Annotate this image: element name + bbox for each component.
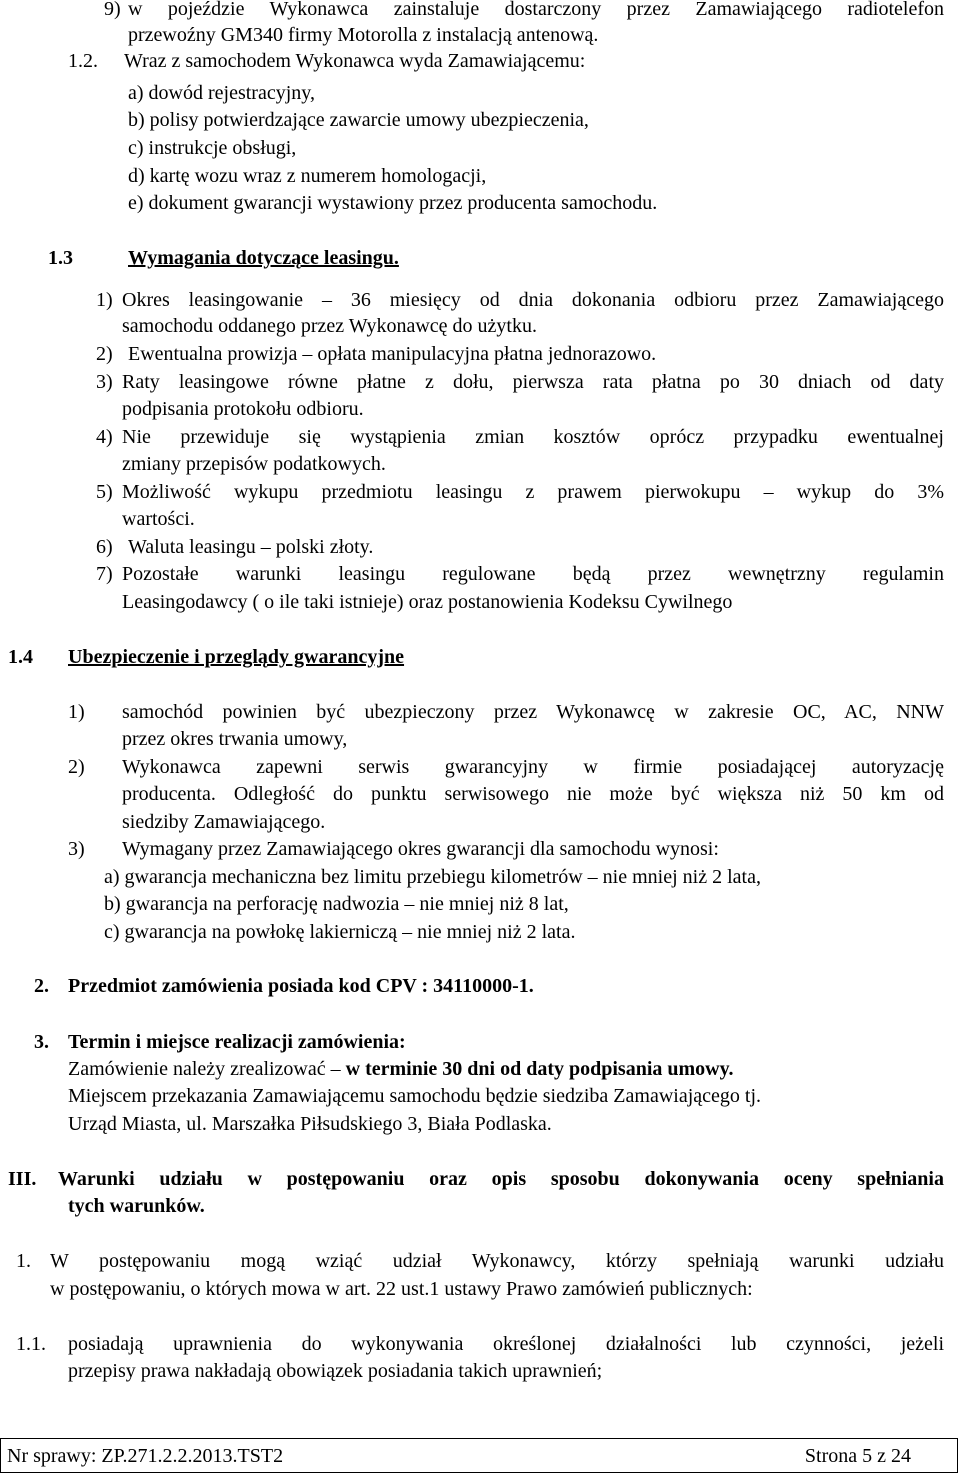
leasing-item-line: Leasingodawcy ( o ile taki istnieje) oraz postanowienia Kodeksu Cywilnego	[122, 591, 733, 613]
section-1-3-title: Wymagania dotyczące leasingu.	[128, 247, 399, 269]
item-9-line-1: w pojeździe Wykonawca zainstaluje dostarczony przez Zamawiającego radiotelefon	[128, 0, 944, 20]
insurance-item-number: 1)	[68, 701, 85, 723]
section-3-line-3: Urząd Miasta, ul. Marszałka Piłsudskiego 3, Biała Podlaska.	[68, 1113, 552, 1135]
list-item: d) kartę wozu wraz z numerem homologacji,	[128, 165, 487, 187]
leasing-item-line: Ewentualna prowizja – opłata manipulacyjna płatna jednorazowo.	[128, 343, 657, 365]
section-1-2-number: 1.2.	[68, 50, 98, 72]
leasing-item-line: Okres leasingowanie – 36 miesięcy od dnia dokonania odbioru przez Zamawiającego	[122, 289, 944, 311]
paragraph-1-line-2: w postępowaniu, o których mowa w art. 22 ust.1 ustawy Prawo zamówień publicznych:	[50, 1278, 753, 1300]
leasing-item-number: 7)	[96, 563, 113, 585]
section-III-title-line-1: Warunki udziału w postępowaniu oraz opis sposobu dokonywania oceny spełniania	[58, 1168, 944, 1190]
section-1-4-number: 1.4	[8, 646, 33, 668]
leasing-item-line: wartości.	[122, 508, 195, 530]
list-item: e) dokument gwarancji wystawiony przez producenta samochodu.	[128, 192, 658, 214]
leasing-item-line: Waluta leasingu – polski złoty.	[128, 536, 374, 558]
section-1-2-text: Wraz z samochodem Wykonawca wyda Zamawiającemu:	[124, 50, 586, 72]
section-III-title-line-2: tych warunków.	[68, 1195, 205, 1217]
insurance-item-number: 3)	[68, 838, 85, 860]
leasing-item-number: 1)	[96, 289, 113, 311]
section-2-text: Przedmiot zamówienia posiada kod CPV : 34110000-1.	[68, 975, 534, 997]
page-footer	[0, 1438, 958, 1473]
page-number: Strona 5 z 24	[804, 1445, 911, 1467]
leasing-item-number: 5)	[96, 481, 113, 503]
insurance-item-line: samochód powinien być ubezpieczony przez Wykonawcę w zakresie OC, AC, NNW	[122, 701, 944, 723]
leasing-item-line: Możliwość wykupu przedmiotu leasingu z prawem pierwokupu – wykup do 3%	[122, 481, 944, 503]
insurance-item-line: Wymagany przez Zamawiającego okres gwarancji dla samochodu wynosi:	[122, 838, 719, 860]
leasing-item-line: podpisania protokołu odbioru.	[122, 398, 364, 420]
list-item: a) dowód rejestracyjny,	[128, 82, 315, 104]
paragraph-1-1-number: 1.1.	[16, 1333, 46, 1355]
list-item: c) instrukcje obsługi,	[128, 137, 297, 159]
section-3-line-1	[68, 1056, 734, 1082]
section-3-deadline: w terminie 30 dni od daty podpisania umowy.	[345, 1058, 734, 1080]
leasing-item-number: 6)	[96, 536, 113, 558]
leasing-item-line: Nie przewiduje się wystąpienia zmian kosztów oprócz przypadku ewentualnej	[122, 426, 944, 448]
leasing-item-number: 2)	[96, 343, 113, 365]
insurance-item-line: Wykonawca zapewni serwis gwarancyjny w firmie posiadającej autoryzację	[122, 756, 944, 778]
section-3-line-1-text: Zamówienie należy zrealizować –	[68, 1058, 346, 1080]
insurance-item-number: 2)	[68, 756, 85, 778]
paragraph-1-1-line-1: posiadają uprawnienia do wykonywania określonej działalności lub czynności, jeżeli	[68, 1333, 944, 1355]
leasing-item-number: 3)	[96, 371, 113, 393]
item-9-number: 9)	[104, 0, 121, 20]
warranty-item: b) gwarancja na perforację nadwozia – nie mniej niż 8 lat,	[104, 893, 569, 915]
insurance-item-line: producenta. Odległość do punktu serwisowego nie może być większa niż 50 km od	[122, 783, 944, 805]
paragraph-1-line-1: W postępowaniu mogą wziąć udział Wykonawcy, którzy spełniają warunki udziału	[50, 1250, 944, 1272]
paragraph-1-1-line-2: przepisy prawa nakładają obowiązek posiadania takich uprawnień;	[68, 1360, 603, 1382]
list-item: b) polisy potwierdzające zawarcie umowy ubezpieczenia,	[128, 109, 589, 131]
case-number: Nr sprawy: ZP.271.2.2.2013.TST2	[7, 1445, 284, 1467]
warranty-item: a) gwarancja mechaniczna bez limitu przebiegu kilometrów – nie mniej niż 2 lata,	[104, 866, 761, 888]
insurance-item-line: siedziby Zamawiającego.	[122, 811, 326, 833]
section-3-number: 3.	[34, 1031, 49, 1053]
item-9-line-2: przewoźny GM340 firmy Motorolla z instalacją antenową.	[128, 24, 599, 46]
section-2-number: 2.	[34, 975, 49, 997]
leasing-item-number: 4)	[96, 426, 113, 448]
insurance-item-line: przez okres trwania umowy,	[122, 728, 348, 750]
section-3-title: Termin i miejsce realizacji zamówienia:	[68, 1031, 406, 1053]
warranty-item: c) gwarancja na powłokę lakierniczą – nie mniej niż 2 lata.	[104, 921, 576, 943]
leasing-item-line: samochodu oddanego przez Wykonawcę do użytku.	[122, 315, 537, 337]
leasing-item-line: zmiany przepisów podatkowych.	[122, 453, 386, 475]
leasing-item-line: Raty leasingowe równe płatne z dołu, pierwsza rata płatna po 30 dniach od daty	[122, 371, 944, 393]
paragraph-1-number: 1.	[16, 1250, 31, 1272]
section-1-3-number: 1.3	[48, 247, 73, 269]
section-3-line-2: Miejscem przekazania Zamawiającemu samochodu będzie siedziba Zamawiającego tj.	[68, 1085, 762, 1107]
section-III-number: III.	[8, 1168, 37, 1190]
section-1-4-title: Ubezpieczenie i przeglądy gwarancyjne	[68, 646, 405, 668]
leasing-item-line: Pozostałe warunki leasingu regulowane będą przez wewnętrzny regulamin	[122, 563, 944, 585]
